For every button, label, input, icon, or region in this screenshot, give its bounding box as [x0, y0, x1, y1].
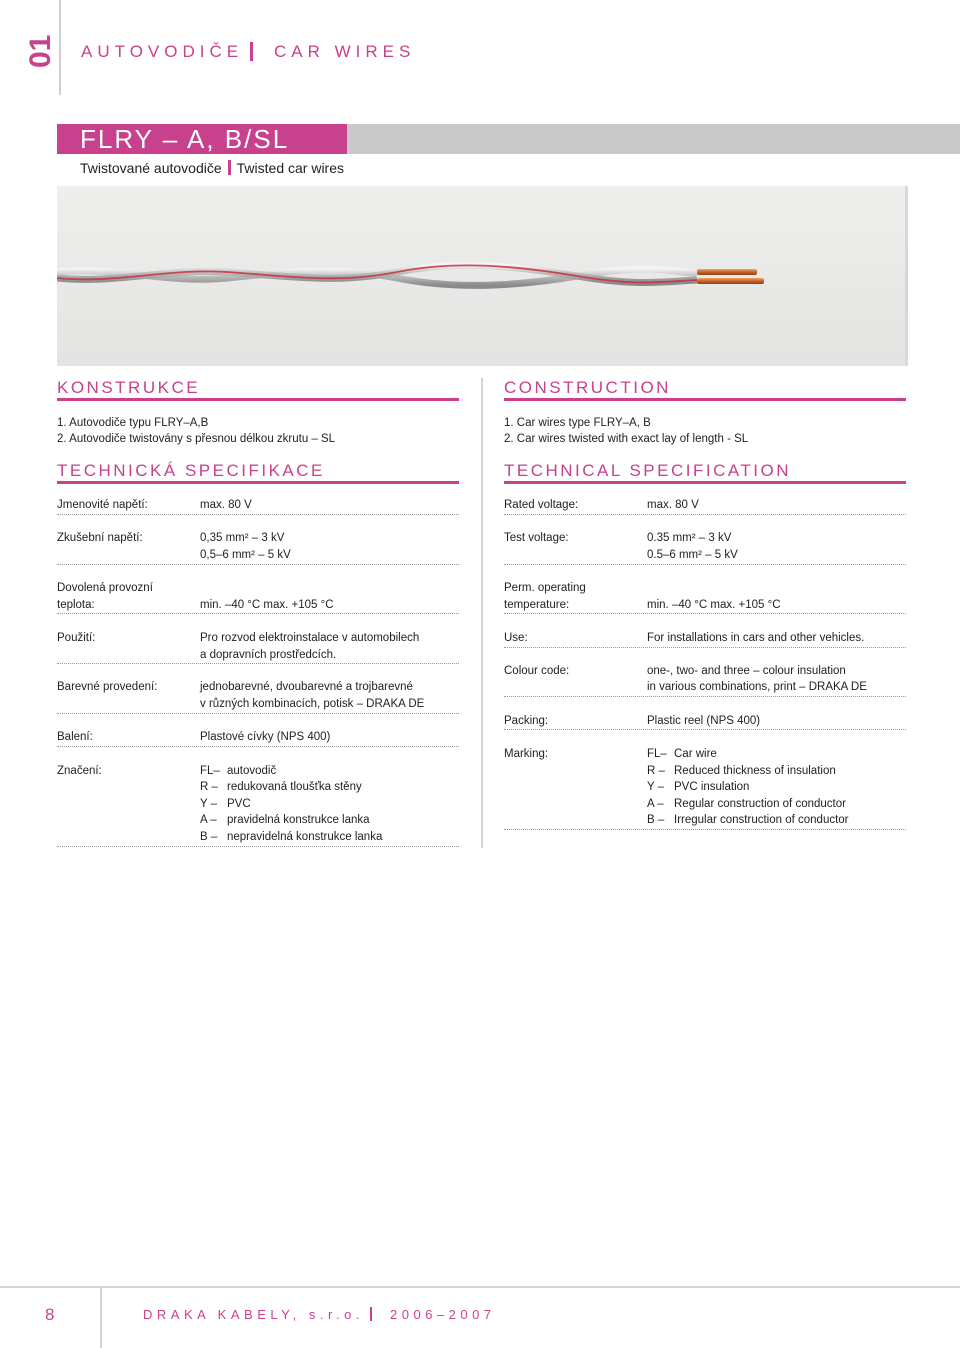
rated-voltage-label: Rated voltage:	[504, 499, 579, 511]
row-divider	[504, 564, 906, 565]
row-divider	[57, 746, 459, 747]
chapter-title-en: CAR WIRES	[274, 42, 416, 61]
test-voltage-value: 0,35 mm² – 3 kV	[200, 532, 285, 544]
use-value: For installations in cars and other vehicles.	[647, 632, 865, 644]
colour-value: v různých kombinacích, potisk – DRAKA DE	[200, 698, 425, 710]
use-label: Použití:	[57, 632, 96, 644]
use-value: Pro rozvod elektroinstalace v automobilech	[200, 632, 420, 644]
footer-info	[143, 1307, 496, 1322]
subtitle-en: Twisted car wires	[236, 160, 344, 176]
test-voltage-value: 0,5–6 mm² – 5 kV	[200, 549, 291, 561]
page-number: 8	[45, 1305, 55, 1324]
marking-code: Y –	[647, 781, 665, 793]
marking-code: B –	[647, 814, 665, 826]
test-voltage-label: Zkušební napětí:	[57, 532, 143, 544]
spec-title-cz: TECHNICKÁ SPECIFIKACE	[57, 461, 325, 480]
packing-label: Packing:	[504, 715, 549, 727]
section-rule	[57, 398, 459, 401]
temperature-value: min. –40 °C max. +105 °C	[200, 599, 334, 611]
product-photo	[57, 186, 907, 366]
spec-title-en: TECHNICAL SPECIFICATION	[504, 461, 792, 480]
chapter-number: 01	[24, 34, 57, 68]
temperature-value: min. –40 °C max. +105 °C	[647, 599, 781, 611]
footer-divider	[100, 1288, 102, 1348]
marking-code: FL–	[200, 765, 220, 777]
construction-title-cz: KONSTRUKCE	[57, 378, 201, 397]
colour-label: Colour code:	[504, 665, 570, 677]
marking-label: Značení:	[57, 765, 102, 777]
temperature-label: temperature:	[504, 599, 570, 611]
use-value: a dopravních prostředcích.	[200, 649, 337, 661]
company-name: DRAKA KABELY, s.r.o.	[143, 1307, 365, 1322]
row-divider	[504, 613, 906, 614]
header-divider	[59, 0, 61, 95]
row-divider	[57, 514, 459, 515]
footer-years: 2006–2007	[390, 1307, 496, 1322]
marking-code: R –	[647, 765, 665, 777]
row-divider	[504, 829, 906, 830]
marking-text: redukovaná tloušťka stěny	[227, 781, 362, 793]
product-subtitle	[80, 160, 344, 176]
rated-voltage-value: max. 80 V	[647, 499, 699, 511]
test-voltage-label: Test voltage:	[504, 532, 569, 544]
colour-label: Barevné provedení:	[57, 681, 158, 693]
footer-rule	[0, 1286, 960, 1288]
temperature-label: Dovolená provozní	[57, 582, 153, 594]
packing-label: Balení:	[57, 731, 93, 743]
temperature-label: teplota:	[57, 599, 95, 611]
marking-text: nepravidelná konstrukce lanka	[227, 831, 383, 843]
test-voltage-value: 0.35 mm² – 3 kV	[647, 532, 732, 544]
column-divider	[481, 378, 483, 848]
construction-item: 1. Autovodiče typu FLRY–A,B	[57, 417, 209, 429]
section-rule	[504, 481, 906, 484]
construction-title-en: CONSTRUCTION	[504, 378, 671, 397]
packing-value: Plastové cívky (NPS 400)	[200, 731, 331, 743]
marking-text: Car wire	[674, 748, 717, 760]
chapter-title-cz: AUTOVODIČE	[81, 42, 244, 61]
section-rule	[504, 398, 906, 401]
colour-value: jednobarevné, dvoubarevné a trojbarevné	[200, 681, 413, 693]
marking-text: Reduced thickness of insulation	[674, 765, 836, 777]
construction-item: 2. Car wires twisted with exact lay of length - SL	[504, 433, 749, 445]
row-divider	[57, 713, 459, 714]
marking-label: Marking:	[504, 748, 549, 760]
marking-text: Irregular construction of conductor	[674, 814, 849, 826]
marking-text: pravidelná konstrukce lanka	[227, 814, 370, 826]
row-divider	[504, 729, 906, 730]
footer-separator	[370, 1307, 372, 1321]
product-name: FLRY – A, B/SL	[80, 124, 290, 154]
twisted-wire-illustration	[57, 186, 907, 366]
marking-code: Y –	[200, 798, 218, 810]
row-divider	[57, 613, 459, 614]
marking-code: B –	[200, 831, 218, 843]
row-divider	[57, 564, 459, 565]
test-voltage-value: 0.5–6 mm² – 5 kV	[647, 549, 738, 561]
marking-text: Regular construction of conductor	[674, 798, 846, 810]
row-divider	[504, 647, 906, 648]
marking-text: PVC insulation	[674, 781, 750, 793]
row-divider	[504, 696, 906, 697]
construction-item: 1. Car wires type FLRY–A, B	[504, 417, 651, 429]
rated-voltage-label: Jmenovité napětí:	[57, 499, 148, 511]
temperature-label: Perm. operating	[504, 582, 586, 594]
marking-text: PVC	[227, 798, 251, 810]
marking-code: FL–	[647, 748, 667, 760]
photo-frame-edge	[905, 186, 908, 366]
marking-code: A –	[647, 798, 664, 810]
packing-value: Plastic reel (NPS 400)	[647, 715, 761, 727]
row-divider	[57, 663, 459, 664]
colour-value: one-, two- and three – colour insulation	[647, 665, 846, 677]
marking-code: R –	[200, 781, 218, 793]
colour-value: in various combinations, print – DRAKA DE	[647, 681, 867, 693]
rated-voltage-value: max. 80 V	[200, 499, 252, 511]
section-rule	[57, 481, 459, 484]
row-divider	[504, 514, 906, 515]
subtitle-cz: Twistované autovodiče	[80, 160, 222, 176]
marking-text: autovodič	[227, 765, 277, 777]
header-separator	[250, 42, 253, 61]
construction-item: 2. Autovodiče twistovány s přesnou délkou zkrutu – SL	[57, 433, 336, 445]
row-divider	[57, 846, 459, 847]
subtitle-separator	[228, 160, 231, 175]
use-label: Use:	[504, 632, 528, 644]
marking-code: A –	[200, 814, 217, 826]
